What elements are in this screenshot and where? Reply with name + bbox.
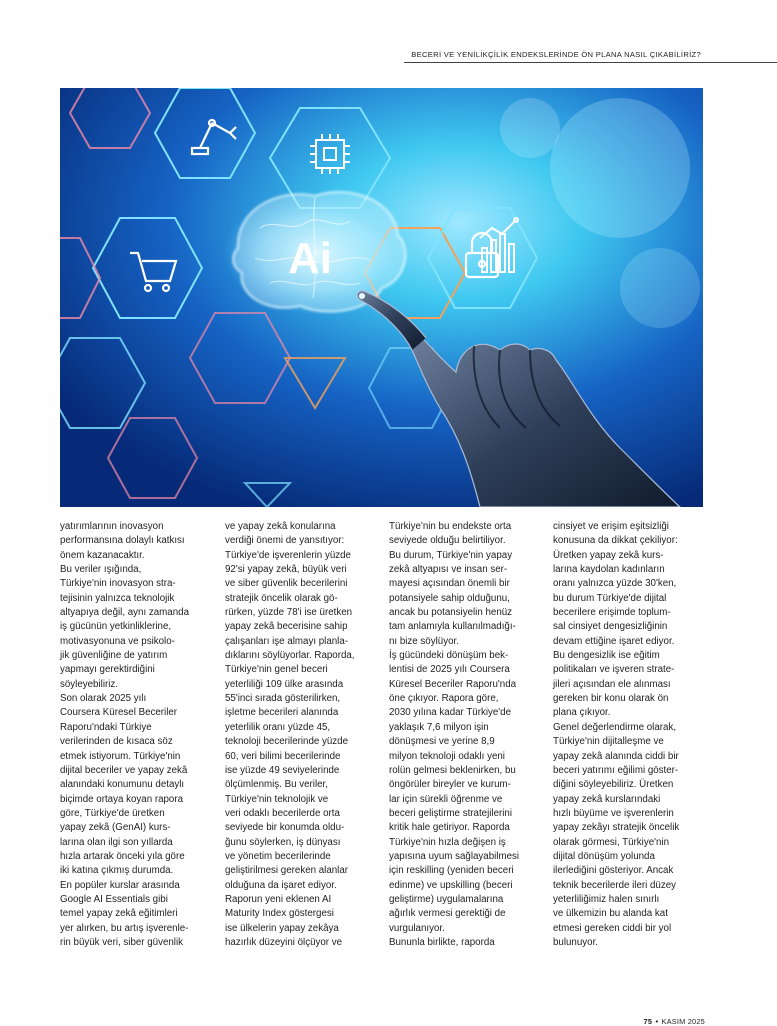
article-body [60,520,720,970]
text-column-2 [225,520,377,950]
page-number: 75 [643,1017,653,1026]
paragraph: ve yapay zekâ konularına verdiği önemi de yansıtıyor: Türkiye'de işverenlerin yüzde 92'si yapay zekâ, büyük veri ve siber güvenlik becerilerini stratejik öncelik olarak gö- rürken, yüzde 78'i ise üretken yapay zekâ becerisine sahip çalışanları işe almayı planla- dıklarını söylüyorlar. Raporda, Türkiye'nin genel beceri yeterliliği 109 ülke arasında 55'inci sırada gösterilirken, işletme becerileri alanında yeterlilik oranı yüzde 45, teknoloji becerilerinde yüzde 60, veri bilimi becerilerinde ise yüzde 49 seviyelerinde ölçümlenmiş. Bu veriler, Türkiye'nin teknolojik ve veri odaklı becerilerde orta seviyede bir konumda oldu- ğunu söylerken, iş dünyası ve yönetim becerilerinde geliştirilmesi gereken alanlar olduğuna da işaret ediyor. Raporun yeni eklenen AI Maturity Index göstergesi ise ülkelerin yapay zekâya hazırlık düzeyini ölçüyor ve [225,521,355,948]
text-column-1 [60,520,212,950]
page-footer [644,1017,705,1026]
text-column-4 [553,520,705,950]
paragraph: Türkiye'nin bu endekste orta seviyede olduğu belirtiliyor. Bu durum, Türkiye'nin yapay zekâ altyapısı ve insan ser- mayesi açısından önemli bir potansiyele sahip olduğunu, ancak bu potansiyelin henüz tam anlamıyla kullanılmadığı- nı bize söylüyor. İş gücündeki dönüşüm bek- lentisi de 2025 yılı Coursera Küresel Beceriler Raporu'nda öne çıkıyor. Rapora göre, 2030 yılına kadar Türkiye'de yaklaşık 7,6 milyon işin dönüşmesi ve yerine 8,9 milyon teknoloji odaklı yeni rolün gelmesi beklenirken, bu öngörüler bireyler ve kurum- lar için sürekli öğrenme ve beceri geliştirme stratejilerini kritik hale getiriyor. Raporda Türkiye'nin hızla değişen iş yapısına uyum sağlayabilmesi için reskilling (yeniden beceri edinme) ve upskilling (beceri geliştirme) uygulamalarına ağırlık vermesi gerektiği de vurgulanıyor. Bununla birlikte, raporda [389,521,520,948]
paragraph: yatırımlarının inovasyon performansına dolaylı katkısı önem kazanacaktır. Bu veriler ışığında, Türkiye'nin inovasyon stra- tejisinin yalnızca teknolojik altyapıya değil, aynı zamanda iş gücünün yetkinliklerine, motivasyonuna ve psikolo- jik güvenliğine de yatırım yapmayı gerektirdiğini söyleyebiliriz. Son olarak 2025 yılı Coursera Küresel Beceriler Raporu'ndaki Türkiye verilerinden de kısaca söz etmek istiyorum. Türkiye'nin dijital beceriler ve yapay zekâ alanındaki konumunu detaylı biçimde ortaya koyan rapora göre, Türkiye'de üretken yapay zekâ (GenAI) kurs- larına olan ilgi son yıllarda hızla artarak önceki yıla göre iki katına çıkmış durumda. En popüler kurslar arasında Google AI Essentials gibi temel yapay zekâ eğitimleri yer alırken, bu artış işverenle- rin büyük veri, siber güvenlik [60,521,189,948]
running-head-rule [404,62,777,63]
running-title: BECERİ VE YENİLİKÇİLİK ENDEKSLERİNDE ÖN PLANA NASIL ÇIKABİLİRİZ? [411,50,701,59]
hero-image [60,88,703,507]
issue-date: KASIM 2025 [661,1017,705,1026]
paragraph: cinsiyet ve erişim eşitsizliği konusuna da dikkat çekiliyor: Üretken yapay zekâ kurs- larına kaydolan kadınların oranı yalnızca yüzde 30'ken, bu durum Türkiye'de dijital becerilere erişimde toplum- sal cinsiyet dengesizliğinin devam ettiğine işaret ediyor. Bu dengesizlik ise eğitim politikaları ve işveren strate- jileri açısından ele alınması gereken bir konu olarak ön plana çıkıyor. Genel değerlendirme olarak, Türkiye'nin dijitalleşme ve yapay zekâ alanında ciddi bir beceri yatırımı eğilimi göster- diğini söyleyebiliriz. Üretken yapay zekâ kurslarındaki hızlı büyüme ve işverenlerin yapay zekâyı stratejik öncelik olarak görmesi, Türkiye'nin dijital dönüşüm yolunda ilerlediğini gösteriyor. Ancak teknik becerilerde ileri düzey yeterliliğimiz halen sınırlı ve ülkemizin bu alanda kat etmesi gereken ciddi bir yol bulunuyor. [553,521,680,948]
ai-label: Ai [288,234,332,283]
brain-icon [223,191,413,315]
text-column-3 [389,520,541,950]
footer-separator: • [655,1017,659,1026]
